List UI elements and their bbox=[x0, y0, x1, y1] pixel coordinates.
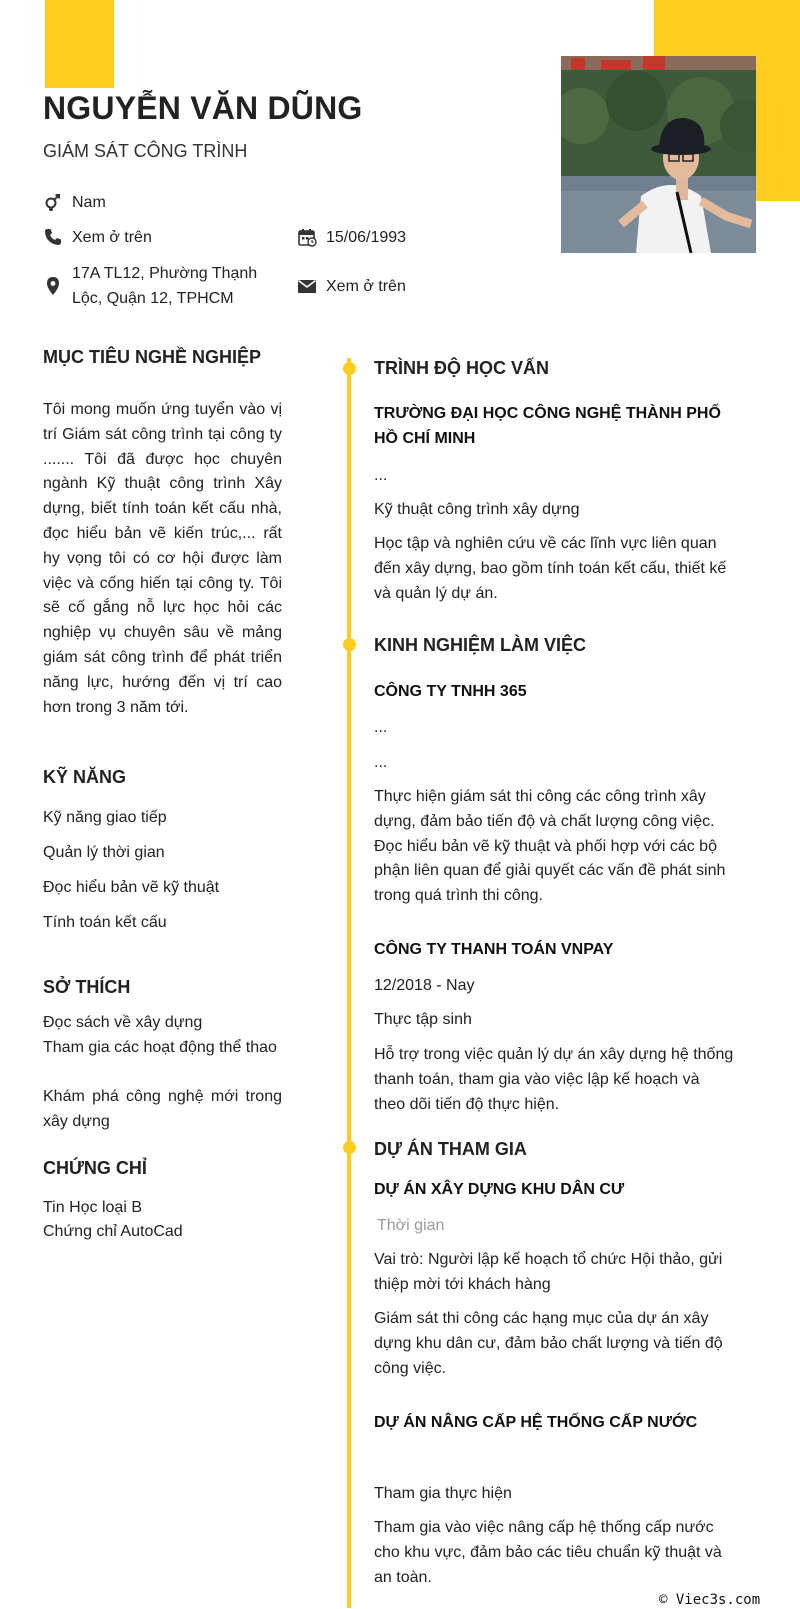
project-name: DỰ ÁN NÂNG CẤP HỆ THỐNG CẤP NƯỚC bbox=[374, 1414, 698, 1431]
job-title: GIÁM SÁT CÔNG TRÌNH bbox=[43, 141, 248, 161]
watermark: © Viec3s.com bbox=[659, 1592, 761, 1608]
phone-value: Xem ở trên bbox=[72, 229, 152, 246]
company-name: CÔNG TY THANH TOÁN VNPAY bbox=[374, 941, 614, 958]
projects-title: DỰ ÁN THAM GIA bbox=[374, 1139, 527, 1159]
birthday-value: 15/06/1993 bbox=[326, 229, 407, 246]
project-description: Tham gia vào việc nâng cấp hệ thống cấp nước cho khu vực, đảm bảo các tiêu chuẩn kỹ thuật và an toàn. bbox=[374, 1519, 722, 1586]
hobbies-title: SỞ THÍCH bbox=[43, 977, 131, 997]
address-value: 17A TL12, Phường Thạnh Lộc, Quận 12, TPHCM bbox=[72, 265, 258, 307]
certificates-title: CHỨNG CHỈ bbox=[43, 1158, 147, 1178]
skills-title: KỸ NĂNG bbox=[43, 767, 127, 787]
education-description: Học tập và nghiên cứu về các lĩnh vực liên quan đến xây dựng, bao gồm tính toán kết cấu, thiết kế và quản lý dự án. bbox=[374, 535, 727, 602]
education-major: Kỹ thuật công trình xây dựng bbox=[374, 501, 580, 518]
envelope-icon bbox=[297, 276, 317, 296]
skill-item: Quản lý thời gian bbox=[43, 844, 165, 861]
job-position: Thực tập sinh bbox=[374, 1011, 472, 1028]
certificate-item: Chứng chỉ AutoCad bbox=[43, 1223, 183, 1240]
education-title: TRÌNH ĐỘ HỌC VẤN bbox=[374, 358, 549, 378]
hobby-item: Tham gia các hoạt động thể thao bbox=[43, 1039, 277, 1056]
objective-title: MỤC TIÊU NGHỀ NGHIỆP bbox=[43, 347, 262, 367]
phone-info bbox=[43, 225, 152, 250]
school-name: TRƯỜNG ĐẠI HỌC CÔNG NGHỆ THÀNH PHỐ HỒ CHÍ MINH bbox=[374, 405, 721, 447]
timeline-dot bbox=[343, 638, 356, 651]
decorative-block-left bbox=[45, 0, 114, 88]
hobby-item: Đọc sách về xây dựng bbox=[43, 1014, 203, 1031]
skill-item: Đọc hiểu bản vẽ kỹ thuật bbox=[43, 879, 220, 896]
project-role: Vai trò: Người lập kế hoạch tổ chức Hội thảo, gửi thiệp mời tới khách hàng bbox=[374, 1251, 723, 1293]
email-value: Xem ở trên bbox=[326, 278, 406, 295]
candidate-name: NGUYỄN VĂN DŨNG bbox=[43, 90, 363, 126]
certificate-item: Tin Học loại B bbox=[43, 1199, 142, 1216]
job-time: ... bbox=[374, 719, 388, 736]
email-info bbox=[297, 274, 406, 299]
education-time: ... bbox=[374, 467, 388, 484]
timeline-dot bbox=[343, 1141, 356, 1154]
calendar-icon bbox=[297, 227, 317, 247]
project-description: Giám sát thi công các hạng mục của dự án xây dựng khu dân cư, đảm bảo chất lượng và tiến độ công việc. bbox=[374, 1310, 723, 1377]
birthday-info bbox=[297, 225, 406, 250]
address-info bbox=[43, 261, 283, 311]
gender-icon bbox=[43, 192, 63, 212]
job-description: Hỗ trợ trong việc quản lý dự án xây dựng hệ thống thanh toán, tham gia vào việc lập kế hoạch và theo dõi tiến độ thực hiện. bbox=[374, 1046, 734, 1113]
job-time: 12/2018 - Nay bbox=[374, 977, 475, 994]
project-time-placeholder: Thời gian bbox=[377, 1217, 445, 1234]
timeline-dot bbox=[343, 362, 356, 375]
location-pin-icon bbox=[43, 276, 63, 296]
gender-info bbox=[43, 190, 106, 215]
job-position: ... bbox=[374, 754, 388, 771]
experience-title: KINH NGHIỆM LÀM VIỆC bbox=[374, 635, 587, 655]
gender-value: Nam bbox=[72, 194, 106, 211]
phone-icon bbox=[43, 227, 63, 247]
project-role: Tham gia thực hiện bbox=[374, 1485, 512, 1502]
skill-item: Kỹ năng giao tiếp bbox=[43, 809, 167, 826]
project-name: DỰ ÁN XÂY DỰNG KHU DÂN CƯ bbox=[374, 1181, 625, 1198]
job-description: Thực hiện giám sát thi công các công trình xây dựng, đảm bảo tiến độ và chất lượng công việc. Đọc hiểu bản vẽ kỹ thuật và phối hợp với các bộ phận liên quan để giải quyết các vấn đề phát sinh trong quá trình thi công. bbox=[374, 788, 726, 905]
company-name: CÔNG TY TNHH 365 bbox=[374, 683, 527, 700]
objective-text: Tôi mong muốn ứng tuyển vào vị trí Giám sát công trình tại công ty ....... Tôi đã được học chuyên ngành Kỹ thuật công trình Xây dựng, biết tính toán kết cấu nhà, đọc hiểu bản vẽ kiến trúc,... rất hy vọng tôi có cơ hội được làm việc và cống hiến tại công ty. Tôi sẽ cố gắng nỗ lực học hỏi các nghiệp vụ chuyên sâu về mảng giám sát công trình để phát triển năng lực, hướng đến vị trí cao hơn trong 3 năm tới. bbox=[43, 401, 282, 716]
skill-item: Tính toán kết cấu bbox=[43, 914, 167, 931]
avatar-photo bbox=[561, 56, 756, 253]
hobby-item: Khám phá công nghệ mới trong xây dựng bbox=[43, 1088, 282, 1130]
timeline-line bbox=[347, 358, 351, 1608]
